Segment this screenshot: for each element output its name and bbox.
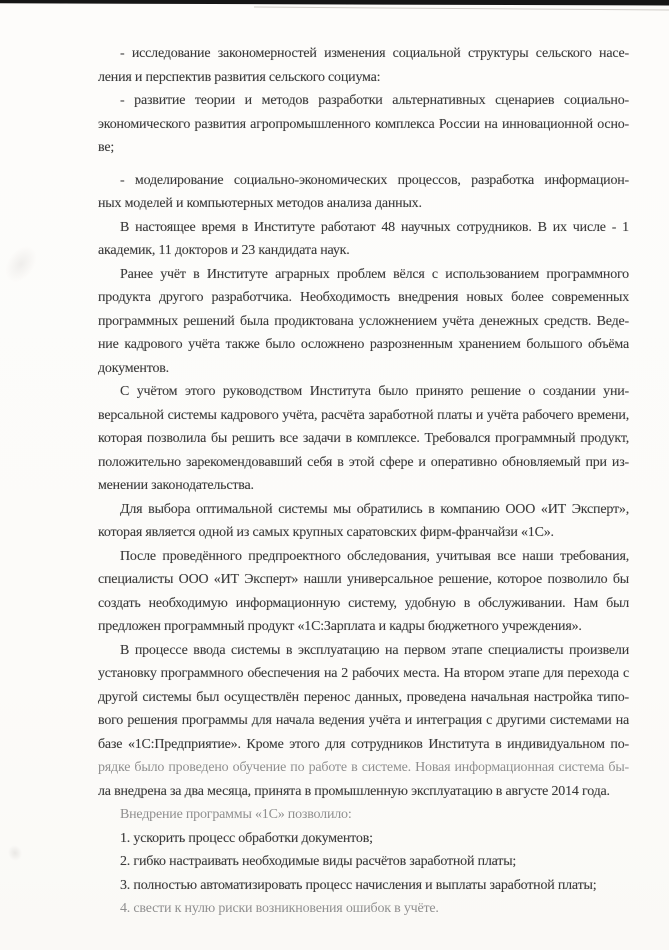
scanner-edge-artifact [0,0,669,6]
list-item-3 [98,874,629,898]
paragraph-research-social-structure [98,42,629,89]
list-item-1 [98,827,629,851]
paragraph-staff-count [98,216,629,263]
text-line: Внедрение программы «1С» позволило: [120,807,352,822]
text-line: - исследование закономерностей изменения социальной структуры сельского насе- [120,46,629,61]
list-item-2 [98,850,629,874]
text-line: менении законодательства. [98,478,254,493]
paragraph-it-expert-choice [98,498,629,545]
list-item-4 [98,897,629,921]
text-line: ве; [98,140,115,155]
text-line: Для выбора оптимальной системы мы обратились в компанию ООО «ИТ Эксперт», [120,501,629,517]
text-line: предложен программный продукт «1С:Зарплата и кадры бюджетного учреждения». [98,619,582,634]
paragraph-survey-solution [98,545,629,639]
text-line: базе «1С:Предприятие». Кроме этого для сотрудников Института в индивидуальном по- [98,736,629,752]
text-line: ных моделей и компьютерных методов анализа данных. [98,196,422,211]
text-line: ние кадрового учёта также было осложнено разрозненным хранением большого объёма [98,337,629,352]
text-line: продукта другого разработчика. Необходимость внедрения новых более современных [98,290,629,305]
text-line: документов. [98,360,169,376]
paragraph-implementation-process [98,639,629,804]
text-line: программных решений была продиктована усложнением учёта денежных средств. Веде- [98,313,629,329]
text-line: которая позволила бы решить все задачи в комплексе. Требовался программный продукт, [98,431,629,446]
text-line: положительно зарекомендовавший себя в этой сфере и оперативно обновляемый при из- [98,454,629,470]
paragraph-decision-universal-system [98,380,629,498]
text-line: версальной системы кадрового учёта, расчёта заработной платы и учёта рабочего времени, [98,407,629,423]
text-line: 3. полностью автоматизировать процесс начисления и выплаты заработной платы; [120,877,597,893]
text-line: академик, 11 докторов и 23 кандидата наук. [98,243,350,258]
text-line: вого решения программы для начала ведения учёта и интеграция с другими системами на [98,713,629,728]
text-line: В процессе ввода системы в эксплуатацию на первом этапе специалисты произвели [120,642,629,658]
text-line: В настоящее время в Институте работают 48 научных сотрудников. В их числе - 1 [120,219,629,235]
text-line: специалисты ООО «ИТ Эксперт» нашли универсальное решение, которое позволило бы [98,572,629,587]
text-line: установку программного обеспечения на 2 рабочих места. На втором этапе для перехода с [98,666,629,681]
text-line: которая является одной из самых крупных саратовских фирм-франчайзи «1С». [98,525,554,540]
paragraph-results-intro [98,803,629,827]
text-line: другой системы был осуществлён перенос данных, проведена начальная настройка типо- [98,689,629,705]
text-line: - развитие теории и методов разработки альтернативных сценариев социально- [120,93,629,108]
document-body [98,42,629,921]
paragraph-theory-development [98,89,629,160]
text-line: ления и перспектив развития сельского социума: [98,69,381,85]
paragraph-modeling [98,169,629,216]
text-line: 2. гибко настраивать необходимые виды расчётов заработной платы; [120,854,517,869]
text-line: После проведённого предпроектного обследования, учитывая все наши требования, [120,548,629,564]
text-line: С учётом этого руководством Института было принято решение о создании уни- [120,384,629,399]
text-line: Ранее учёт в Институте аграрных проблем вёлся с использованием программного [120,266,629,282]
scan-smudge [6,843,25,863]
scanner-line-artifact [254,7,669,11]
paragraph-previous-accounting [98,263,629,381]
text-line: - моделирование социально-экономических процессов, разработка информацион- [120,172,629,188]
text-line: 1. ускорить процесс обработки документов; [120,830,373,846]
text-line: создать необходимую информационную систему, удобную в обслуживании. Нам был [98,595,629,611]
text-line: ла внедрена за два месяца, принята в промышленную эксплуатацию в августе 2014 года. [98,783,610,799]
scan-smudge [0,240,43,288]
text-line: рядке было проведено обучение по работе в системе. Новая информационная система бы- [98,760,629,775]
text-line: 4. свести к нулю риски возникновения ошибок в учёте. [120,901,439,916]
text-line: экономического развития агропромышленного комплекса России на инновационной осно- [98,116,629,132]
